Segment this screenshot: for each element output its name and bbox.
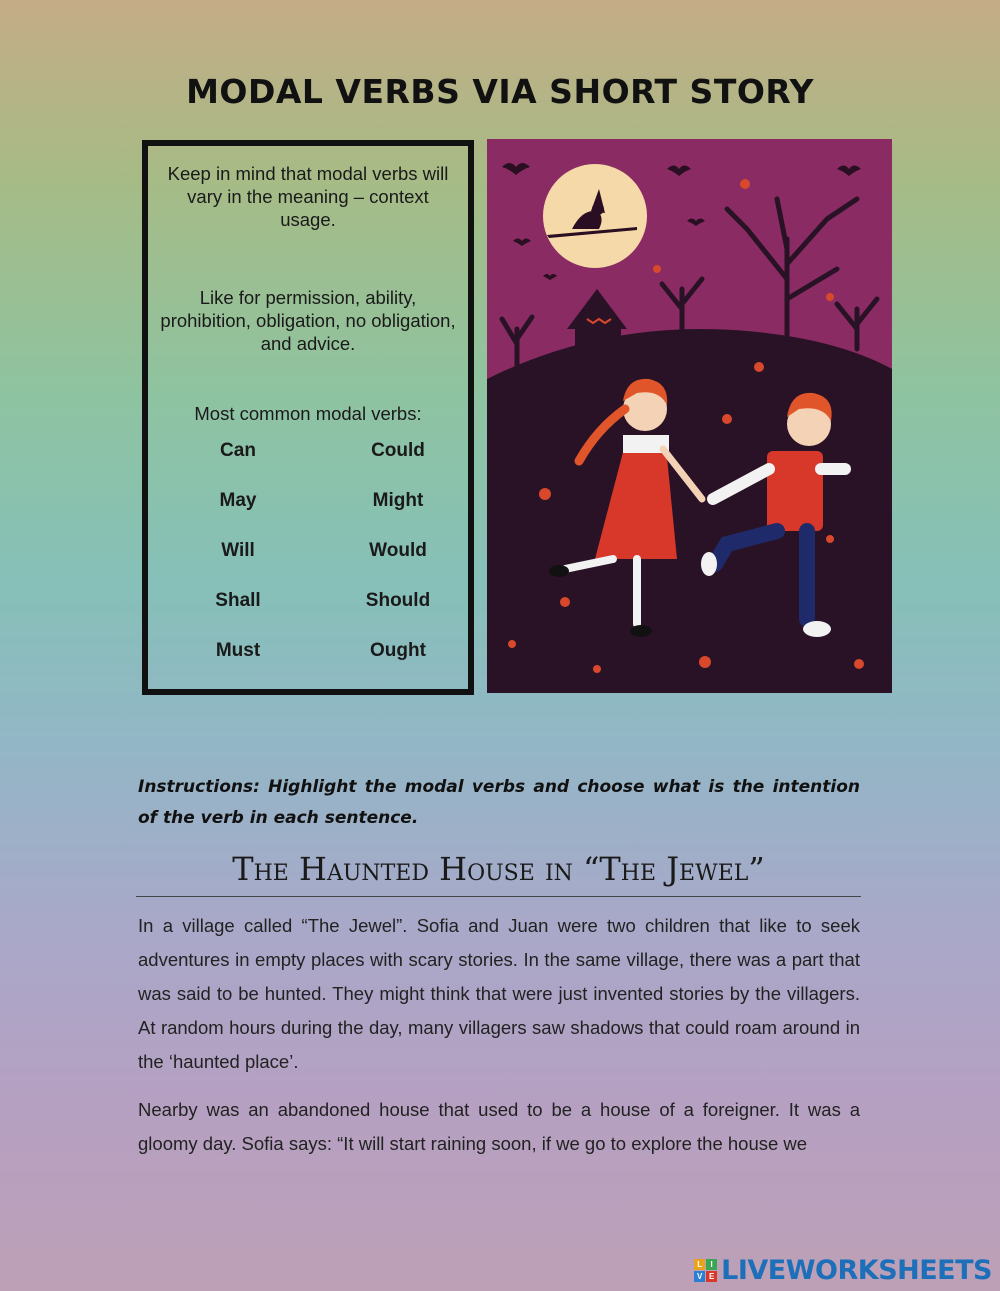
story-title: The Haunted House in “The Jewel” [136,850,861,897]
verb-item: Ought [370,640,426,661]
verb-item: Must [215,640,261,661]
hill-shape [487,329,892,693]
logo-letter: E [706,1271,717,1282]
verb-row [148,586,468,636]
verb-item: Would [369,540,427,561]
brand-name: LIVEWORKSHEETS [721,1254,992,1286]
verb-row [148,486,468,536]
story-paragraph: In a village called “The Jewel”. Sofia and Juan were two children that like to seek adventures in empty places with scary stories. In the same village, there was a part that was said to be hunted. They might think that were just invented stories by the villagers. At random hours during the day, many villagers saw shadows that could roam around in the ‘haunted place’. [138,915,860,1072]
instructions-text: Instructions: Highlight the modal verbs and choose what is the intention of the verb in each sentence. [138,777,860,828]
modal-verbs-list [148,436,468,686]
logo-letter: L [694,1259,705,1270]
modal-verbs-info-box [142,140,474,695]
story-body [138,909,860,1175]
liveworksheets-logo-icon [694,1259,717,1282]
info-paragraph-context: Keep in mind that modal verbs will vary in the meaning – context usage. [167,163,449,230]
info-paragraph-uses: Like for permission, ability, prohibition, obligation, no obligation, and advice. [160,287,456,354]
verb-item: Will [221,540,255,561]
page-title: MODAL VERBS VIA SHORT STORY [186,72,814,111]
verb-row [148,636,468,686]
verb-item: Could [371,440,425,461]
verb-item: May [219,490,257,511]
info-paragraph-common-verbs: Most common modal verbs: [194,403,422,424]
liveworksheets-brand [694,1253,992,1287]
verb-item: Might [372,490,424,511]
logo-letter: V [694,1271,705,1282]
verb-item: Can [220,440,256,461]
story-paragraph: Nearby was an abandoned house that used to be a house of a foreigner. It was a gloomy day. Sofia says: “It will start raining soon, if we go to explore the house we [138,1099,860,1154]
verb-row [148,536,468,586]
verb-item: Shall [215,590,261,611]
halloween-illustration [487,139,892,693]
haunted-scene-image [487,139,892,693]
verb-item: Should [365,590,431,611]
logo-letter: I [706,1259,717,1270]
verb-row [148,436,468,486]
